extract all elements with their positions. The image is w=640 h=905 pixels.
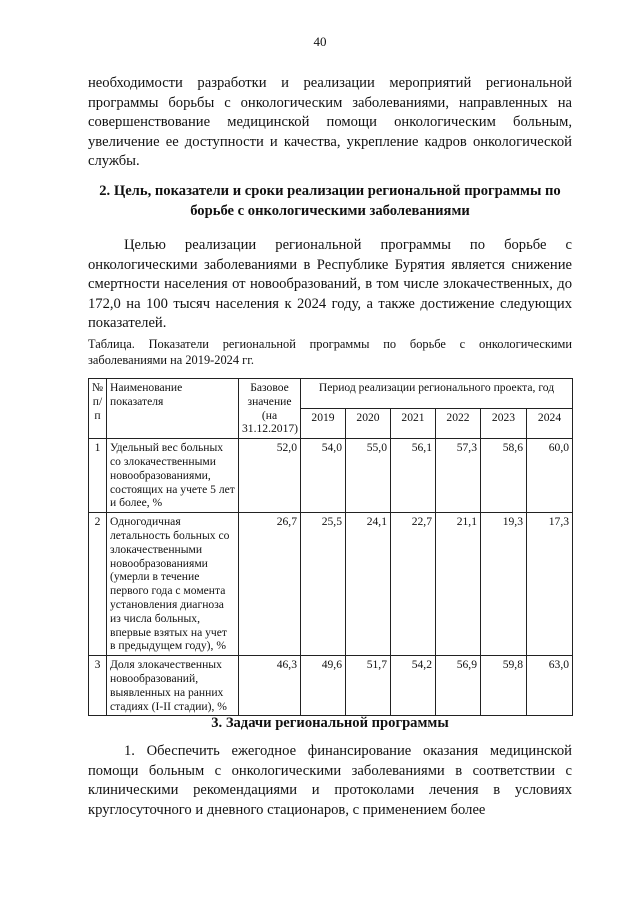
table-row <box>89 656 573 716</box>
header-year: 2024 <box>527 409 573 439</box>
row-value: 17,3 <box>527 513 573 656</box>
row-base-value: 46,3 <box>239 656 301 716</box>
row-number: 2 <box>89 513 107 656</box>
header-base: Базовое значение (на 31.12.2017) <box>239 379 301 439</box>
row-value: 63,0 <box>527 656 573 716</box>
row-value: 60,0 <box>527 439 573 513</box>
header-year: 2022 <box>436 409 481 439</box>
row-value: 25,5 <box>301 513 346 656</box>
row-value: 55,0 <box>346 439 391 513</box>
row-indicator-name: Одногодичная летальность больных со злокачественными новообразованиями (умерли в течение первого года с момента установления диагноза из числа больных, впервые взятых на учет в предыдущем году), % <box>107 513 239 656</box>
table-row <box>89 439 573 513</box>
table-caption: Таблица. Показатели региональной программы по борьбе с онкологическими заболеваниями на 2019-2024 гг. <box>88 337 572 367</box>
section-2-paragraph: Целью реализации региональной программы по борьбе с онкологическими заболеваниями в Республике Бурятия является снижение смертности населения от новообразований, в том числе злокачественных, до 172,0 на 100 тысяч населения к 2024 году, а также достижение следующих показателей. <box>88 237 572 332</box>
row-value: 22,7 <box>391 513 436 656</box>
row-value: 58,6 <box>481 439 527 513</box>
header-year: 2023 <box>481 409 527 439</box>
row-value: 51,7 <box>346 656 391 716</box>
row-value: 49,6 <box>301 656 346 716</box>
header-year: 2020 <box>346 409 391 439</box>
row-value: 24,1 <box>346 513 391 656</box>
table-row <box>89 513 573 656</box>
row-value: 59,8 <box>481 656 527 716</box>
row-value: 19,3 <box>481 513 527 656</box>
header-period: Период реализации регионального проекта, год <box>301 379 573 409</box>
indicators-table <box>88 378 573 716</box>
row-base-value: 26,7 <box>239 513 301 656</box>
row-indicator-name: Удельный вес больных со злокачественными новообразованиями, состоящих на учете 5 лет и более, % <box>107 439 239 513</box>
row-number: 1 <box>89 439 107 513</box>
row-number: 3 <box>89 656 107 716</box>
row-indicator-name: Доля злокачественных новообразований, выявленных на ранних стадиях (I-II стадии), % <box>107 656 239 716</box>
header-name: Наименование показателя <box>107 379 239 439</box>
header-num: № п/п <box>89 379 107 439</box>
section-3-heading: 3. Задачи региональной программы <box>211 715 449 731</box>
row-value: 54,0 <box>301 439 346 513</box>
row-value: 57,3 <box>436 439 481 513</box>
page-number: 40 <box>313 34 327 49</box>
intro-paragraph: необходимости разработки и реализации мероприятий региональной программы борьбы с онкологическим заболеваниями, направленных на совершенствование медицинской помощи онкологическим больным, увеличение ее доступности и качества, укрепление кадров онкологической службы. <box>88 75 572 170</box>
row-value: 56,1 <box>391 439 436 513</box>
row-value: 54,2 <box>391 656 436 716</box>
section-2-heading: 2. Цель, показатели и сроки реализации региональной программы по борьбе с онкологическими заболеваниями <box>99 183 561 219</box>
section-3-paragraph: 1. Обеспечить ежегодное финансирование оказания медицинской помощи больным с онкологическими заболеваниями в соответствии с клиническими рекомендациями и протоколами лечения в условиях круглосуточного и дневного стационаров, с применением более <box>88 743 572 818</box>
row-base-value: 52,0 <box>239 439 301 513</box>
row-value: 56,9 <box>436 656 481 716</box>
row-value: 21,1 <box>436 513 481 656</box>
header-year: 2021 <box>391 409 436 439</box>
table-header-row <box>89 379 573 409</box>
header-year: 2019 <box>301 409 346 439</box>
